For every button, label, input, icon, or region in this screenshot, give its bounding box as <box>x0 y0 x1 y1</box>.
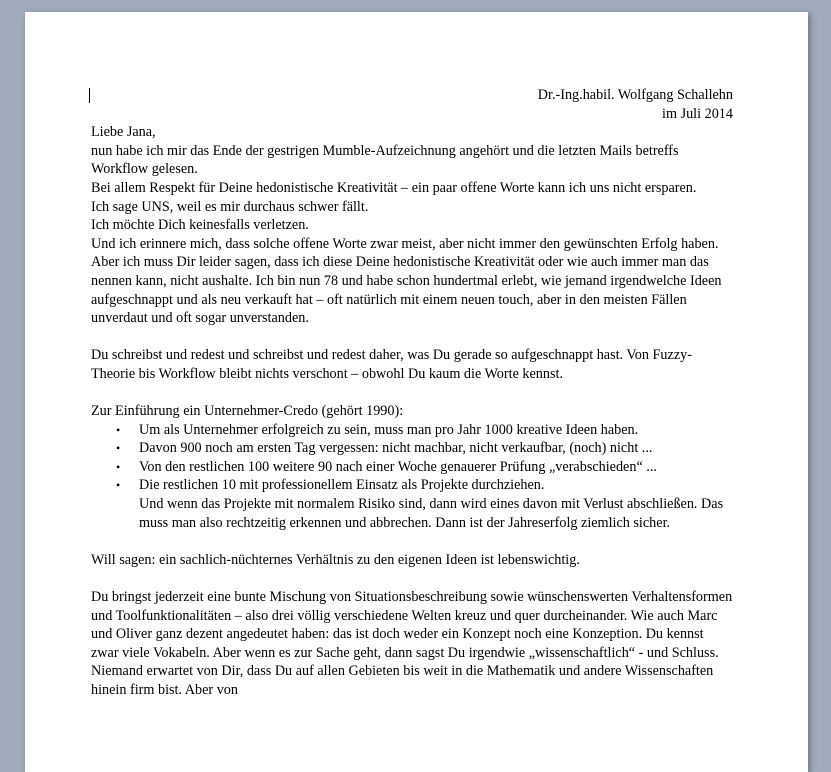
paragraph-verletzen: Ich möchte Dich keinesfalls verletzen. <box>91 217 309 234</box>
document-body[interactable] <box>91 86 733 700</box>
author-line: Dr.-Ing.habil. Wolfgang Schallehn <box>91 86 733 105</box>
paragraph-fuzzy: Du schreibst und redest und schreibst und redest daher, was Du gerade so aufgeschnappt hast. Von Fuzzy-Theorie bis Workflow bleibt nichts verschont – obwohl Du kaum die Worte kennst. <box>91 347 692 382</box>
paragraph-erinnere: Und ich erinnere mich, dass solche offene Worte zwar meist, aber nicht immer den gewünschten Erfolg haben. <box>91 235 719 252</box>
bullet-icon: • <box>116 441 121 456</box>
bullet-icon: • <box>116 478 121 493</box>
credo-intro: Zur Einführung ein Unternehmer-Credo (gehört 1990): <box>91 403 404 420</box>
letter-header <box>91 86 733 123</box>
blank-line <box>91 532 733 551</box>
paragraph-mumble: nun habe ich mir das Ende der gestrigen Mumble-Aufzeichnung angehört und die letzten Mails betreffs Workflow gelesen. <box>91 142 679 178</box>
salutation: Liebe Jana, <box>91 124 156 141</box>
paragraph-uns: Ich sage UNS, weil es mir durchaus schwer fällt. <box>91 198 369 215</box>
list-item <box>91 421 733 440</box>
document-page[interactable] <box>25 12 808 772</box>
blank-line <box>91 569 733 588</box>
list-item-text: Davon 900 noch am ersten Tag vergessen: nicht machbar, nicht verkaufbar, (noch) nicht ... <box>139 440 653 457</box>
list-item <box>91 458 733 477</box>
date-line: im Juli 2014 <box>662 105 733 122</box>
bullet-icon: • <box>116 422 121 437</box>
paragraph-mischung: Du bringst jederzeit eine bunte Mischung von Situationsbeschreibung sowie wünschenswerten Verhaltensformen und Toolfunktionalitäten – also drei völlig verschiedene Welten kreuz und quer durcheinander. Wie auch Marc und Oliver ganz dezent angedeutet haben: das ist doch weder ein Konzept noch eine Konzeption. Du kennst zwar viele Vokabeln. Aber wenn es zur Sache geht, dann sagst Du irgendwie „wissenschaftlich“ - und Schluss. Niemand erwartet von Dir, dass Du auf allen Gebieten bis weit in die Mathematik und andere Wissenschaften hinein firm bist. Aber von <box>91 589 733 698</box>
blank-line <box>91 384 733 403</box>
paragraph-respekt: Bei allem Respekt für Deine hedonistische Kreativität – ein paar offene Worte kann ich uns nicht ersparen. <box>91 179 697 196</box>
credo-list <box>91 421 733 533</box>
list-item-text: Die restlichen 10 mit professionellem Einsatz als Projekte durchziehen. <box>139 477 545 494</box>
list-item-continuation: Und wenn das Projekte mit normalem Risiko sind, dann wird eines davon mit Verlust abschließen. Das muss man also rechtzeitig erkennen und abbrechen. Dann ist der Jahreserfolg ziemlich sicher. <box>139 496 724 531</box>
bullet-icon: • <box>116 459 121 474</box>
list-item-text: Von den restlichen 100 weitere 90 nach einer Woche genauerer Prüfung „verabschieden“ ... <box>139 458 657 475</box>
list-item-text: Um als Unternehmer erfolgreich zu sein, muss man pro Jahr 1000 kreative Ideen haben. <box>139 421 639 438</box>
blank-line <box>91 328 733 347</box>
list-item <box>91 439 733 458</box>
paragraph-kreativitaet: Aber ich muss Dir leider sagen, dass ich diese Deine hedonistische Kreativität oder wie auch immer man das nennen kann, nicht aushalte. Ich bin nun 78 und habe schon hundertmal erlebt, wie jemand irgendwelche Ideen aufgeschnappt und als neu verkauft hat – oft natürlich mit einem neuen touch, aber in den meisten Fällen unverdaut und oft sogar unverstanden. <box>91 254 722 327</box>
paragraph-will-sagen: Will sagen: ein sachlich-nüchternes Verhältnis zu den eigenen Ideen ist lebenswichtig. <box>91 551 580 568</box>
list-item <box>91 476 733 532</box>
